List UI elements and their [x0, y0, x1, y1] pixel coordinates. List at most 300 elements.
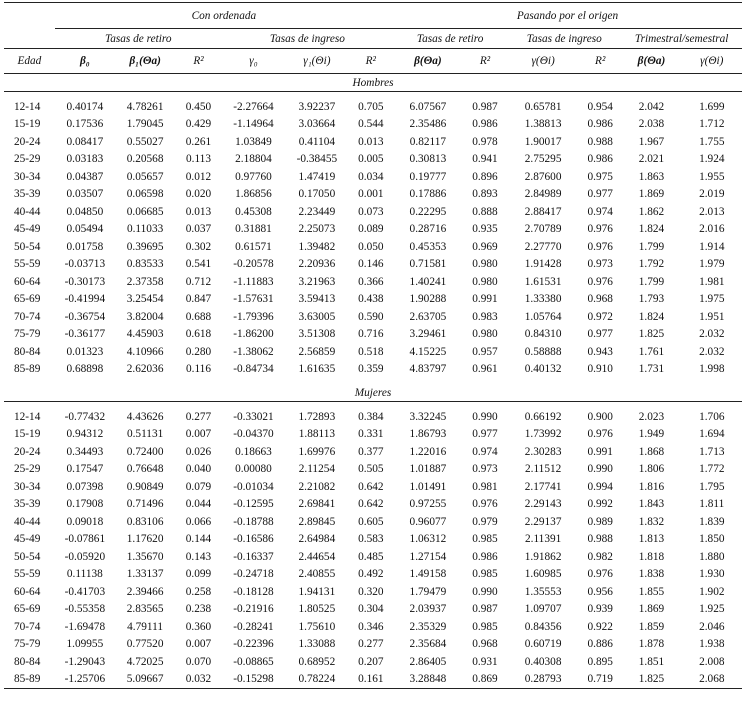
value-cell: 0.09018: [66, 515, 104, 528]
value-cell: 0.143: [185, 550, 212, 563]
value-cell: 0.40132: [524, 363, 562, 376]
value-cell: 2.11391: [524, 533, 562, 546]
table-row: [4, 291, 742, 309]
column-header: R²: [175, 49, 222, 74]
value-cell: 0.08417: [66, 135, 104, 148]
value-cell: 1.832: [638, 515, 665, 528]
value-cell: 2.35684: [409, 638, 447, 651]
value-cell: 0.705: [358, 100, 384, 113]
table-row: [4, 618, 742, 636]
value-cell: 0.302: [185, 240, 212, 253]
value-cell: 0.979: [472, 515, 498, 528]
column-header: β(Θa): [621, 49, 681, 74]
value-cell: 0.972: [587, 310, 613, 323]
value-cell: -0.36754: [64, 310, 106, 323]
value-cell: 1.761: [638, 345, 665, 358]
value-cell: 0.71581: [409, 258, 447, 271]
value-cell: 0.11033: [126, 223, 164, 236]
value-cell: 0.976: [587, 223, 613, 236]
value-cell: 1.795: [699, 480, 725, 493]
value-cell: 1.799: [638, 240, 665, 253]
value-cell: 0.990: [587, 463, 613, 476]
value-cell: -0.20578: [233, 258, 274, 271]
value-cell: 0.013: [185, 205, 212, 218]
value-cell: 0.968: [472, 638, 498, 651]
table-row: [4, 273, 742, 291]
value-cell: 1.869: [638, 188, 665, 201]
value-cell: 2.20936: [298, 258, 336, 271]
value-cell: 2.18804: [235, 153, 272, 166]
value-cell: -0.36177: [64, 328, 106, 341]
value-cell: 0.026: [185, 445, 212, 458]
value-cell: -0.03713: [64, 258, 106, 271]
section-title: Hombres: [352, 76, 394, 89]
age-cell: 35-39: [14, 188, 41, 201]
table-row: [4, 186, 742, 204]
table-row: [4, 98, 742, 116]
value-cell: 0.83106: [126, 515, 164, 528]
value-cell: -0.55358: [64, 603, 106, 616]
value-cell: 0.976: [587, 275, 613, 288]
value-cell: 1.855: [638, 585, 665, 598]
value-cell: 0.989: [587, 515, 613, 528]
value-cell: 0.01323: [66, 345, 104, 358]
value-cell: 1.91862: [524, 550, 562, 563]
value-cell: 0.518: [358, 345, 384, 358]
value-cell: 1.90288: [409, 293, 447, 306]
value-cell: -0.24718: [233, 568, 274, 581]
value-cell: 0.020: [185, 188, 212, 201]
value-cell: 0.11138: [66, 568, 103, 581]
value-cell: 0.982: [587, 550, 613, 563]
value-cell: 2.016: [699, 223, 725, 236]
value-cell: 0.939: [587, 603, 613, 616]
age-cell: 30-34: [14, 170, 41, 183]
value-cell: 0.987: [472, 100, 498, 113]
section-title: Mujeres: [354, 386, 392, 399]
value-cell: 6.07567: [409, 100, 447, 113]
age-cell: 65-69: [14, 603, 41, 616]
value-cell: 0.45308: [235, 205, 272, 218]
value-cell: 1.73992: [524, 428, 562, 441]
value-cell: 2.30283: [524, 445, 562, 458]
column-header: Edad: [4, 49, 55, 74]
value-cell: 0.51131: [126, 428, 164, 441]
value-cell: 0.78224: [285, 671, 348, 689]
age-cell: 20-24: [14, 135, 41, 148]
value-cell: 2.021: [638, 153, 665, 166]
value-cell: 2.69841: [298, 498, 336, 511]
value-cell: 0.28793: [507, 671, 579, 689]
table-row: [4, 548, 742, 566]
value-cell: -0.84734: [233, 363, 274, 376]
table-row: [4, 133, 742, 151]
value-cell: 1.713: [699, 445, 725, 458]
value-cell: -1.38062: [233, 345, 274, 358]
value-cell: 2.013: [699, 205, 725, 218]
value-cell: 1.772: [699, 463, 725, 476]
table-row: [4, 361, 742, 379]
value-cell: 0.976: [587, 240, 613, 253]
value-cell: 0.986: [587, 118, 613, 131]
value-cell: -1.25706: [55, 671, 115, 689]
value-cell: 0.06598: [126, 188, 164, 201]
value-cell: 0.976: [472, 498, 498, 511]
value-cell: 0.61571: [235, 240, 272, 253]
value-cell: 0.17547: [66, 463, 104, 476]
value-cell: 3.82004: [126, 310, 164, 323]
value-cell: 0.304: [358, 603, 384, 616]
table-row: [4, 671, 742, 689]
value-cell: 1.712: [699, 118, 725, 131]
table-row: [4, 256, 742, 274]
value-cell: 0.116: [185, 363, 211, 376]
value-cell: 0.71496: [126, 498, 164, 511]
value-cell: 0.76648: [126, 463, 164, 476]
value-cell: 1.17620: [126, 533, 164, 546]
age-cell: 25-29: [14, 463, 41, 476]
column-header: R²: [349, 49, 393, 74]
value-cell: 0.956: [587, 585, 613, 598]
value-cell: 1.902: [699, 585, 725, 598]
column-header: γ₀: [222, 49, 285, 74]
value-cell: 1.811: [699, 498, 725, 511]
value-cell: 0.988: [587, 533, 613, 546]
value-cell: -0.15298: [222, 671, 285, 689]
value-cell: 1.61635: [298, 363, 336, 376]
value-cell: 1.825: [621, 671, 681, 689]
value-cell: 0.895: [587, 655, 613, 668]
column-header: β(Θa): [393, 49, 463, 74]
value-cell: 1.86856: [235, 188, 272, 201]
table-row: [4, 308, 742, 326]
value-cell: 0.985: [472, 620, 498, 633]
value-cell: 1.79045: [126, 118, 164, 131]
age-cell: 85-89: [14, 363, 41, 376]
age-cell: 70-74: [14, 620, 41, 633]
value-cell: 1.850: [699, 533, 725, 546]
value-cell: 1.35670: [126, 550, 164, 563]
value-cell: 0.968: [587, 293, 613, 306]
value-cell: 4.45903: [126, 328, 164, 341]
value-cell: 0.922: [587, 620, 613, 633]
value-cell: 0.957: [472, 345, 498, 358]
value-cell: -0.77432: [64, 410, 106, 423]
age-cell: 35-39: [14, 498, 41, 511]
value-cell: 1.06312: [409, 533, 447, 546]
value-cell: 3.59413: [298, 293, 336, 306]
value-cell: 0.258: [185, 585, 212, 598]
value-cell: 2.29143: [524, 498, 562, 511]
value-cell: 1.793: [638, 293, 665, 306]
value-cell: -0.41994: [64, 293, 106, 306]
value-cell: 1.925: [699, 603, 725, 616]
value-cell: 0.429: [185, 118, 212, 131]
value-cell: 1.938: [699, 638, 725, 651]
value-cell: 1.69976: [298, 445, 336, 458]
value-cell: 2.62036: [126, 363, 164, 376]
value-cell: 0.688: [185, 310, 212, 323]
value-cell: 2.87600: [524, 170, 562, 183]
table-row: [4, 601, 742, 619]
value-cell: 0.277: [358, 638, 384, 651]
value-cell: 0.089: [358, 223, 384, 236]
value-cell: 0.712: [185, 275, 212, 288]
value-cell: 2.35486: [409, 118, 447, 131]
value-cell: 0.869: [463, 671, 507, 689]
value-cell: 2.39466: [126, 585, 164, 598]
value-cell: 2.032: [699, 328, 725, 341]
value-cell: -0.12595: [233, 498, 274, 511]
age-cell: 80-84: [14, 655, 41, 668]
value-cell: 0.144: [185, 533, 212, 546]
value-cell: 0.847: [185, 293, 212, 306]
value-cell: 0.980: [472, 328, 498, 341]
age-cell: 65-69: [14, 293, 41, 306]
value-cell: 1.33137: [126, 568, 164, 581]
value-cell: 1.05764: [524, 310, 562, 323]
value-cell: 0.280: [185, 345, 212, 358]
value-cell: 0.888: [472, 205, 498, 218]
value-cell: -2.27664: [233, 100, 274, 113]
value-cell: 0.97255: [409, 498, 447, 511]
table-row: [4, 168, 742, 186]
value-cell: -0.28241: [233, 620, 274, 633]
age-cell: 60-64: [14, 585, 41, 598]
value-cell: 0.980: [472, 258, 498, 271]
value-cell: 0.992: [587, 498, 613, 511]
value-cell: 0.012: [185, 170, 212, 183]
value-cell: 0.84310: [524, 328, 562, 341]
value-cell: 0.485: [358, 550, 384, 563]
age-cell: 40-44: [14, 205, 41, 218]
table-row: [4, 478, 742, 496]
value-cell: 0.66192: [524, 410, 562, 423]
corner-blank: [4, 3, 55, 29]
value-cell: 0.83533: [126, 258, 164, 271]
value-cell: 0.990: [472, 585, 498, 598]
value-cell: 1.03849: [235, 135, 272, 148]
value-cell: 1.09707: [524, 603, 562, 616]
value-cell: 0.037: [185, 223, 212, 236]
value-cell: 0.05657: [126, 170, 164, 183]
value-cell: -0.16586: [233, 533, 274, 546]
value-cell: 1.47419: [298, 170, 336, 183]
age-cell: 85-89: [4, 671, 55, 689]
value-cell: 2.63705: [409, 310, 447, 323]
value-cell: 0.544: [358, 118, 384, 131]
value-cell: 1.61531: [524, 275, 562, 288]
value-cell: -1.14964: [233, 118, 274, 131]
value-cell: 0.079: [185, 480, 212, 493]
value-cell: 0.978: [472, 135, 498, 148]
value-cell: 0.994: [587, 480, 613, 493]
value-cell: 2.37358: [126, 275, 164, 288]
value-cell: 2.29137: [524, 515, 562, 528]
value-cell: 3.92237: [298, 100, 336, 113]
value-cell: 1.699: [699, 100, 725, 113]
value-cell: 0.007: [185, 428, 212, 441]
value-cell: 2.75295: [524, 153, 562, 166]
value-cell: 0.238: [185, 603, 212, 616]
group-con-ordenada: Con ordenada: [55, 3, 393, 29]
value-cell: 0.05494: [66, 223, 104, 236]
value-cell: 1.975: [699, 293, 725, 306]
value-cell: 0.044: [185, 498, 212, 511]
value-cell: 0.985: [472, 533, 498, 546]
value-cell: 0.716: [358, 328, 384, 341]
value-cell: 1.94131: [298, 585, 336, 598]
table-row: [4, 461, 742, 479]
value-cell: 0.207: [358, 655, 384, 668]
value-cell: 1.818: [638, 550, 665, 563]
value-cell: 0.19777: [409, 170, 447, 183]
value-cell: 3.29461: [409, 328, 447, 341]
value-cell: 1.80525: [298, 603, 336, 616]
value-cell: -0.04370: [233, 428, 274, 441]
subgroup-co-retiro: Tasas de retiro: [55, 29, 222, 49]
value-cell: 0.935: [472, 223, 498, 236]
value-cell: 0.30813: [409, 153, 447, 166]
table-row: [4, 636, 742, 654]
value-cell: 2.88417: [524, 205, 562, 218]
value-cell: 1.09955: [66, 638, 104, 651]
column-header: β₁(Θa): [115, 49, 175, 74]
value-cell: 1.878: [638, 638, 665, 651]
value-cell: 0.034: [358, 170, 384, 183]
value-cell: 0.719: [579, 671, 621, 689]
subgroup-co-ingreso: Tasas de ingreso: [222, 29, 393, 49]
table-row: [4, 653, 742, 671]
value-cell: 1.33380: [524, 293, 562, 306]
value-cell: 1.843: [638, 498, 665, 511]
value-cell: 2.17741: [524, 480, 562, 493]
value-cell: 0.986: [472, 550, 498, 563]
value-cell: 0.31881: [235, 223, 272, 236]
value-cell: 2.44654: [298, 550, 336, 563]
age-cell: 20-24: [14, 445, 41, 458]
value-cell: 0.65781: [524, 100, 562, 113]
value-cell: 0.384: [358, 410, 384, 423]
value-cell: 0.84356: [524, 620, 562, 633]
value-cell: -0.38455: [296, 153, 338, 166]
value-cell: 0.896: [472, 170, 498, 183]
value-cell: 0.642: [358, 498, 384, 511]
value-cell: -1.86200: [233, 328, 274, 341]
age-cell: 70-74: [14, 310, 41, 323]
value-cell: 0.39695: [126, 240, 164, 253]
column-header: γ₁(Θi): [285, 49, 348, 74]
value-cell: 2.046: [699, 620, 725, 633]
value-cell: 1.951: [699, 310, 725, 323]
table-row: [4, 238, 742, 256]
value-cell: 0.58888: [524, 345, 562, 358]
value-cell: 0.450: [185, 100, 212, 113]
table-row: [4, 408, 742, 426]
value-cell: 0.050: [358, 240, 384, 253]
age-cell: 75-79: [14, 328, 41, 341]
table-row: [4, 426, 742, 444]
value-cell: 0.438: [358, 293, 384, 306]
value-cell: 2.008: [699, 655, 725, 668]
table-row: [4, 343, 742, 361]
age-cell: 50-54: [14, 240, 41, 253]
value-cell: 0.981: [472, 480, 498, 493]
value-cell: -0.18788: [233, 515, 274, 528]
value-cell: 0.618: [185, 328, 212, 341]
value-cell: 1.75610: [298, 620, 336, 633]
value-cell: -1.69478: [64, 620, 106, 633]
value-cell: 0.941: [472, 153, 498, 166]
value-cell: 1.859: [638, 620, 665, 633]
value-cell: 0.17536: [66, 118, 104, 131]
value-cell: 0.22295: [409, 205, 447, 218]
value-cell: -1.29043: [64, 655, 106, 668]
value-cell: 1.86793: [409, 428, 447, 441]
table-row: [4, 583, 742, 601]
age-cell: 80-84: [14, 345, 41, 358]
value-cell: 1.40241: [409, 275, 447, 288]
value-cell: 4.79111: [127, 620, 164, 633]
value-cell: 1.869: [638, 603, 665, 616]
value-cell: 1.998: [699, 363, 725, 376]
value-cell: 0.07398: [66, 480, 104, 493]
age-cell: 60-64: [14, 275, 41, 288]
value-cell: -0.08865: [233, 655, 274, 668]
value-cell: -0.22396: [233, 638, 274, 651]
value-cell: 2.89845: [298, 515, 336, 528]
age-cell: 55-59: [14, 568, 41, 581]
value-cell: 0.72400: [126, 445, 164, 458]
value-cell: 1.967: [638, 135, 665, 148]
value-cell: 1.35553: [524, 585, 562, 598]
value-cell: 0.013: [358, 135, 384, 148]
value-cell: 0.066: [185, 515, 212, 528]
value-cell: 0.980: [472, 275, 498, 288]
value-cell: 1.792: [638, 258, 665, 271]
value-cell: 1.863: [638, 170, 665, 183]
value-cell: 0.590: [358, 310, 384, 323]
value-cell: 0.605: [358, 515, 384, 528]
value-cell: -0.33021: [233, 410, 274, 423]
table-row: [4, 326, 742, 344]
value-cell: 0.977: [587, 328, 613, 341]
value-cell: 0.03183: [66, 153, 104, 166]
value-cell: 0.34493: [66, 445, 104, 458]
value-cell: 0.96077: [409, 515, 447, 528]
value-cell: 0.90849: [126, 480, 164, 493]
value-cell: 0.973: [587, 258, 613, 271]
value-cell: 0.007: [185, 638, 212, 651]
value-cell: 0.541: [185, 258, 212, 271]
value-cell: 0.070: [185, 655, 212, 668]
value-cell: 0.45353: [409, 240, 447, 253]
value-cell: 1.39482: [298, 240, 336, 253]
value-cell: 0.28716: [409, 223, 447, 236]
value-cell: 0.68898: [66, 363, 104, 376]
value-cell: 1.731: [638, 363, 665, 376]
value-cell: 4.15225: [409, 345, 447, 358]
value-cell: 0.55027: [126, 135, 164, 148]
value-cell: 1.706: [699, 410, 725, 423]
value-cell: 0.977: [587, 188, 613, 201]
value-cell: 1.824: [638, 223, 665, 236]
value-cell: 0.974: [587, 205, 613, 218]
value-cell: 0.943: [587, 345, 613, 358]
table-row: [4, 221, 742, 239]
value-cell: 0.099: [185, 568, 212, 581]
age-cell: 15-19: [14, 118, 41, 131]
